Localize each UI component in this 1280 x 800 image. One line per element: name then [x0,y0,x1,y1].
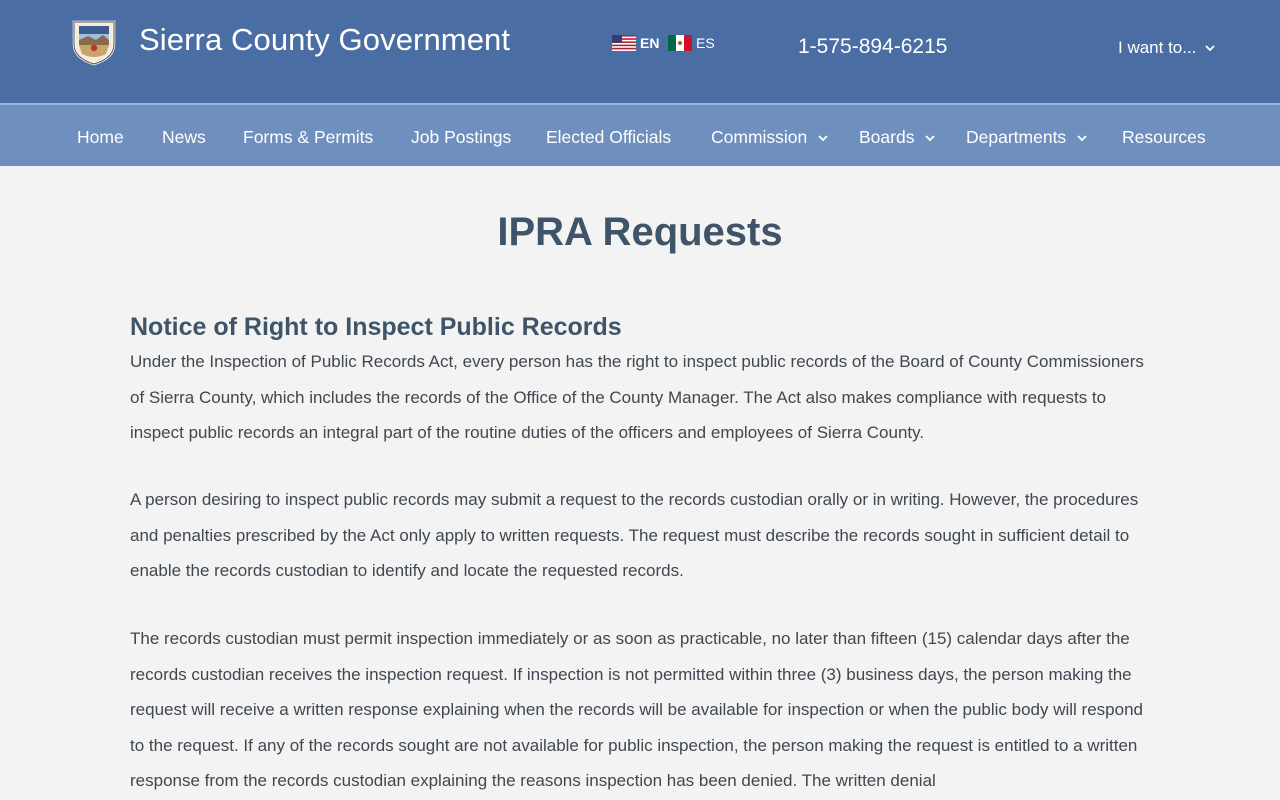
nav-item-label: Elected Officials [546,127,672,147]
nav-item-commission[interactable] [711,127,829,148]
nav-item-label: Departments [966,127,1067,147]
i-want-to-dropdown[interactable] [1118,38,1216,58]
nav-item-label: Boards [859,127,915,147]
nav-item-home[interactable] [77,127,124,148]
language-es-label: ES [696,35,715,51]
body-paragraph: The records custodian must permit inspection immediately or as soon as practicable, no later than fifteen (15) calendar days after the records custodian receives the inspection request. If inspection is not permitted within three (3) business days, the person making the request will receive a written response explaining when the records will be available for inspection or when the public body will respond to the request. If any of the records sought are not available for public inspection, the person making the request is entitled to a written response from the records custodian explaining the reasons inspection has been denied. The written denial [130,629,1143,791]
body-paragraph: A person desiring to inspect public records may submit a request to the records custodian orally or in writing. However, the procedures and penalties prescribed by the Act only apply to written requests. The request must describe the records sought in sufficient detail to enable the records custodian to identify and locate the requested records. [130,490,1139,581]
nav-item-forms-permits[interactable] [243,127,373,148]
nav-item-label: Job Postings [411,127,512,147]
nav-item-label: Commission [711,127,808,147]
nav-item-label: Forms & Permits [243,127,374,147]
site-header [0,0,1280,103]
phone-number-link[interactable]: 1-575-894-6215 [798,35,948,58]
nav-item-label: Resources [1122,127,1206,147]
nav-item-resources[interactable] [1122,127,1206,148]
mexico-flag-icon [668,35,692,51]
us-flag-icon [612,35,636,51]
main-navigation [0,103,1280,166]
nav-item-elected-officials[interactable] [546,127,671,148]
section-heading: Notice of Right to Inspect Public Records [130,313,622,341]
chevron-down-icon [817,132,829,144]
language-en-link[interactable] [612,35,659,51]
nav-item-boards[interactable] [859,127,936,148]
chevron-down-icon [1076,132,1088,144]
nav-item-label: Home [77,127,124,147]
nav-item-news[interactable] [162,127,206,148]
county-seal-logo[interactable] [70,18,118,66]
chevron-down-icon [1204,42,1216,54]
nav-item-departments[interactable] [966,127,1088,148]
page-title: IPRA Requests [497,210,783,254]
i-want-to-label: I want to... [1118,38,1197,57]
language-es-link[interactable] [668,35,715,51]
body-paragraph: Under the Inspection of Public Records Act, every person has the right to inspect public records of the Board of County Commissioners of Sierra County, which includes the records of the Office of the County Manager. The Act also makes compliance with requests to inspect public records an integral part of the routine duties of the officers and employees of Sierra County. [130,352,1144,443]
chevron-down-icon [924,132,936,144]
nav-item-job-postings[interactable] [411,127,511,148]
nav-item-label: News [162,127,206,147]
site-title[interactable]: Sierra County Government [139,22,511,57]
language-en-label: EN [640,35,660,51]
